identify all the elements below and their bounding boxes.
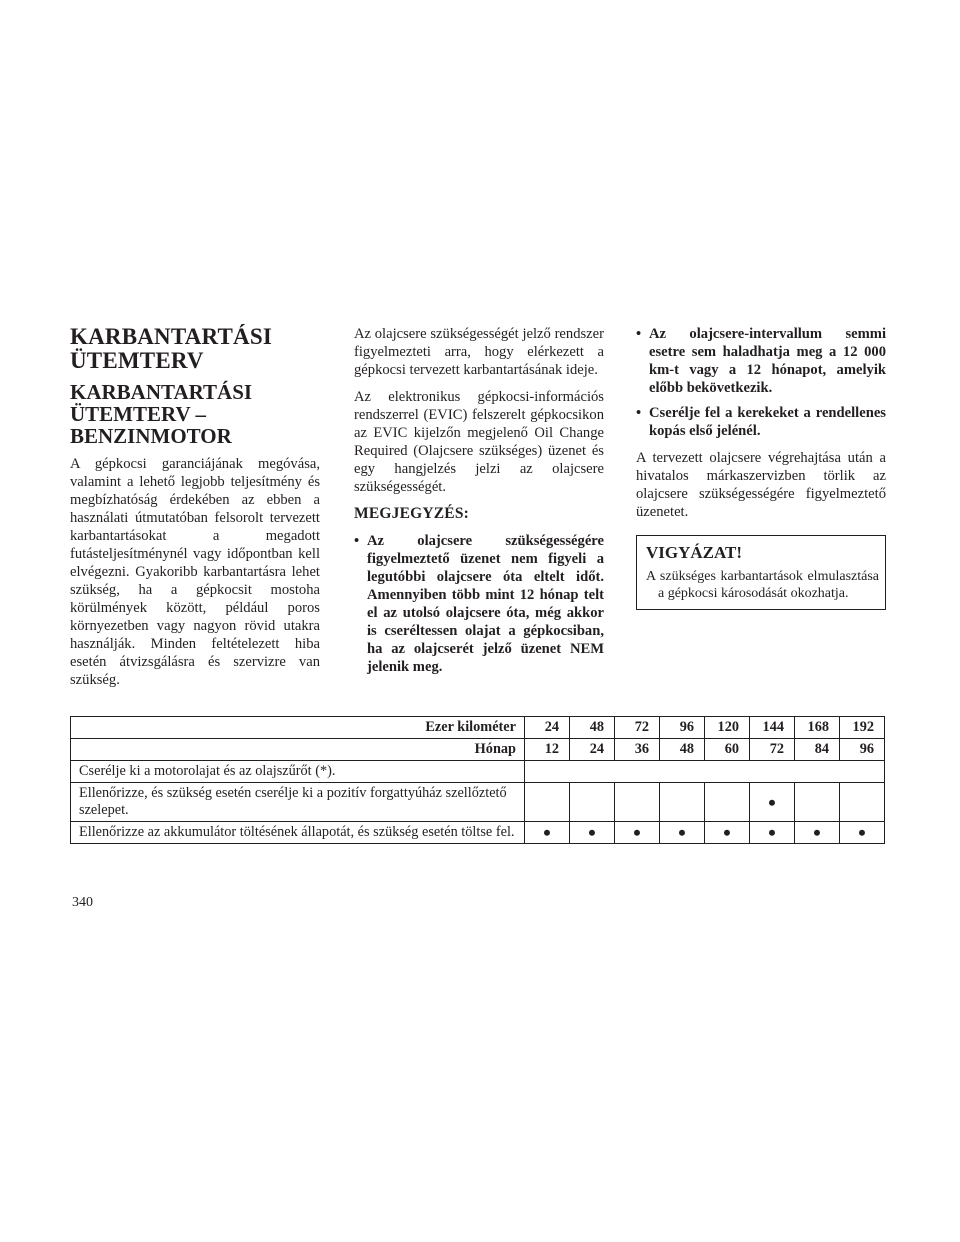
- km-value: 96: [660, 717, 705, 739]
- schedule-dot: •: [615, 822, 660, 844]
- oil-indicator-paragraph: Az olajcsere szükségességét jelző rendszer figyelmezteti arra, hogy elérkezett a gépkocsi tervezett karbantartásának ideje.: [354, 326, 604, 378]
- schedule-dot: •: [795, 822, 840, 844]
- month-value: 84: [795, 739, 840, 761]
- schedule-dot: •: [525, 822, 570, 844]
- caution-title: VIGYÁZAT!: [646, 543, 743, 562]
- km-value: 72: [615, 717, 660, 739]
- schedule-dot: •: [750, 783, 795, 822]
- km-value: 24: [525, 717, 570, 739]
- column-1: [70, 325, 320, 698]
- note-bullet: • Az olajcsere szükségességére figyelmeztető üzenet nem figyeli a legutóbbi olajcsere óta eltelt időt. Amennyiben több mint 12 hónap telt el az utolsó olajcsere óta, még akkor is cseréltessen olajat a gépkocsiban, ha az olajcserét jelző üzenet NEM jelenik meg.: [354, 532, 604, 676]
- table-row-month: [71, 739, 885, 761]
- schedule-dot: •: [750, 822, 795, 844]
- km-value: 168: [795, 717, 840, 739]
- tire-rotation-bullet: • Cserélje fel a kerekeket a rendellenes kopás első jelénél.: [636, 404, 886, 440]
- empty-cell: [525, 761, 885, 783]
- note-list: [354, 532, 604, 676]
- schedule-dot: •: [570, 822, 615, 844]
- table-row-oil: [71, 761, 885, 783]
- empty-cell: [795, 783, 840, 822]
- month-value: 48: [660, 739, 705, 761]
- maintenance-schedule-table: [70, 716, 885, 844]
- empty-cell: [570, 783, 615, 822]
- month-label: Hónap: [71, 739, 525, 761]
- intro-paragraph: A gépkocsi garanciájának megóvása, valamint a lehető legjobb teljesítmény és megbízhatóság érdekében az ebben a használati útmutatóban felsorolt tervezett karbantartásokat a megadott futásteljesítménynél vagy időpontban kell elvégezni. Gyakoribb karbantartásra lehet szükség, ha a gépkocsit mostoha körülmények között, például poros környezetben vagy nagyon rövid utakra használják. Minden feltételezett hiba esetén átvizsgálásra és szervizre van szükség.: [70, 456, 320, 688]
- evic-paragraph: Az elektronikus gépkocsi-információs rendszerrel (EVIC) felszerelt gépkocsikon az EVIC kijelzőn megjelenő Oil Change Required (Olajcsere szükséges) üzenet és egy hangjelzés jelzi az olajcsere szükségességét.: [354, 389, 604, 495]
- table-row-pcv: [71, 783, 885, 822]
- km-value: 192: [840, 717, 885, 739]
- section-title: KARBANTARTÁSI ÜTEMTERV – BENZINMOTOR: [70, 380, 253, 448]
- month-value: 24: [570, 739, 615, 761]
- note-list-continued: [636, 325, 886, 440]
- empty-cell: [660, 783, 705, 822]
- empty-cell: [705, 783, 750, 822]
- caution-text: A szükséges karbantartások elmulasztása a gépkocsi károsodását okozhatja.: [646, 569, 879, 601]
- km-value: 120: [705, 717, 750, 739]
- caution-box: [636, 535, 886, 610]
- empty-cell: [840, 783, 885, 822]
- row-label-pcv-valve: Ellenőrizze, és szükség esetén cserélje ki a pozitív forgattyúház szellőztető szelepet.: [71, 783, 525, 822]
- km-label: Ezer kilométer: [71, 717, 525, 739]
- month-value: 96: [840, 739, 885, 761]
- table-row-battery: [71, 822, 885, 844]
- month-value: 36: [615, 739, 660, 761]
- month-value: 12: [525, 739, 570, 761]
- month-value: 72: [750, 739, 795, 761]
- empty-cell: [525, 783, 570, 822]
- month-value: 60: [705, 739, 750, 761]
- row-label-oil-change: Cserélje ki a motorolajat és az olajszűrőt (*).: [71, 761, 525, 783]
- page-number: 340: [72, 895, 93, 910]
- column-2: [354, 325, 604, 685]
- km-value: 144: [750, 717, 795, 739]
- km-value: 48: [570, 717, 615, 739]
- schedule-dot: •: [660, 822, 705, 844]
- schedule-dot: •: [705, 822, 750, 844]
- page-title: KARBANTARTÁSI ÜTEMTERV: [70, 324, 273, 373]
- table-row-km: [71, 717, 885, 739]
- empty-cell: [615, 783, 660, 822]
- note-title: MEGJEGYZÉS:: [354, 505, 470, 522]
- schedule-dot: •: [840, 822, 885, 844]
- column-3: [636, 325, 886, 610]
- oil-interval-bullet: • Az olajcsere-intervallum semmi esetre sem haladhatja meg a 12 000 km-t vagy a 12 hónapot, amelyik előbb bekövetkezik.: [636, 325, 886, 397]
- row-label-battery: Ellenőrizze az akkumulátor töltésének állapotát, és szükség esetén töltse fel.: [71, 822, 525, 844]
- reset-paragraph: A tervezett olajcsere végrehajtása után a hivatalos márkaszervizben törlik az olajcsere szükségességére figyelmeztető üzenetet.: [636, 450, 886, 520]
